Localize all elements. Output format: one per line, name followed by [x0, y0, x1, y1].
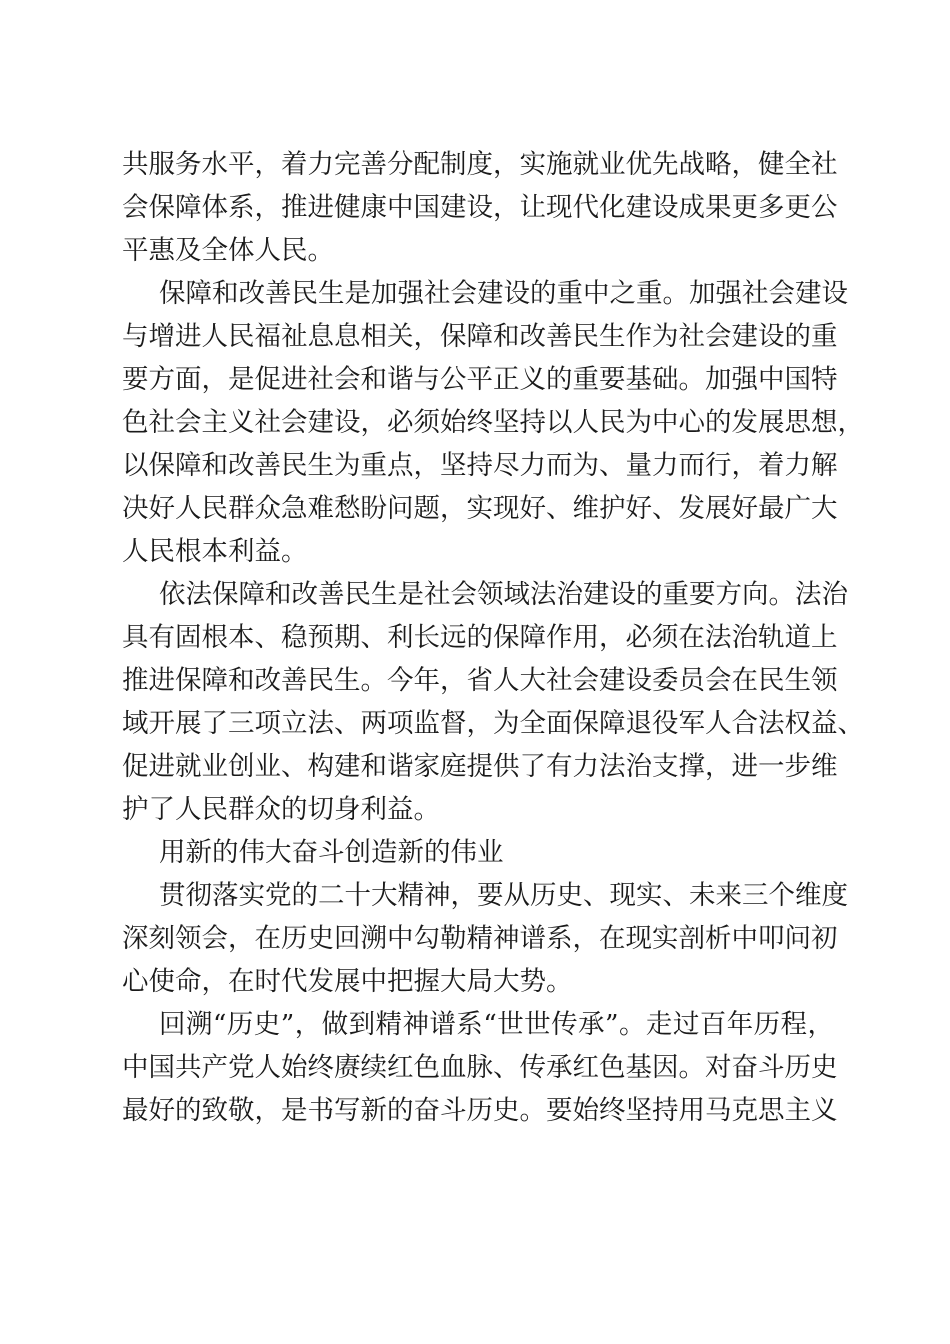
paragraph [122, 573, 864, 831]
paragraph [122, 143, 838, 272]
document-body [122, 143, 864, 1132]
text-line: 依法保障和改善民生是社会领域法治建设的重要方向。法治 [159, 579, 848, 610]
paragraph [122, 874, 848, 1003]
heading-line: 用新的伟大奋斗创造新的伟业 [159, 837, 504, 868]
text-line: 域开展了三项立法、两项监督，为全面保障退役军人合法权益、 [122, 708, 864, 739]
text-line: 要方面，是促进社会和谐与公平正义的重要基础。加强中国特 [122, 364, 838, 395]
text-line: 会保障体系，推进健康中国建设，让现代化建设成果更多更公 [122, 192, 838, 223]
text-line: 人民根本利益。 [122, 536, 308, 567]
text-line: 心使命，在时代发展中把握大局大势。 [122, 966, 573, 997]
text-line: 平惠及全体人民。 [122, 235, 334, 266]
text-line: 共服务水平，着力完善分配制度，实施就业优先战略，健全社 [122, 149, 838, 180]
text-line: 回溯“历史”，做到精神谱系“世世传承”。走过百年历程， [159, 1009, 834, 1040]
text-line: 最好的致敬，是书写新的奋斗历史。要始终坚持用马克思主义 [122, 1095, 838, 1126]
text-line: 贯彻落实党的二十大精神，要从历史、现实、未来三个维度 [159, 880, 848, 911]
text-line: 以保障和改善民生为重点，坚持尽力而为、量力而行，着力解 [122, 450, 838, 481]
text-line: 促进就业创业、构建和谐家庭提供了有力法治支撑，进一步维 [122, 751, 838, 782]
text-line: 色社会主义社会建设，必须始终坚持以人民为中心的发展思想， [122, 407, 864, 438]
text-line: 护了人民群众的切身利益。 [122, 794, 440, 825]
text-line: 具有固根本、稳预期、利长远的保障作用，必须在法治轨道上 [122, 622, 838, 653]
text-line: 决好人民群众急难愁盼问题，实现好、维护好、发展好最广大 [122, 493, 838, 524]
paragraph [122, 1003, 838, 1132]
text-line: 推进保障和改善民生。今年，省人大社会建设委员会在民生领 [122, 665, 838, 696]
text-line: 深刻领会，在历史回溯中勾勒精神谱系，在现实剖析中叩问初 [122, 923, 838, 954]
text-line: 与增进人民福祉息息相关，保障和改善民生作为社会建设的重 [122, 321, 838, 352]
paragraph [122, 272, 864, 573]
text-line: 中国共产党人始终赓续红色血脉、传承红色基因。对奋斗历史 [122, 1052, 838, 1083]
text-line: 保障和改善民生是加强社会建设的重中之重。加强社会建设 [159, 278, 848, 309]
section-heading [122, 831, 834, 874]
